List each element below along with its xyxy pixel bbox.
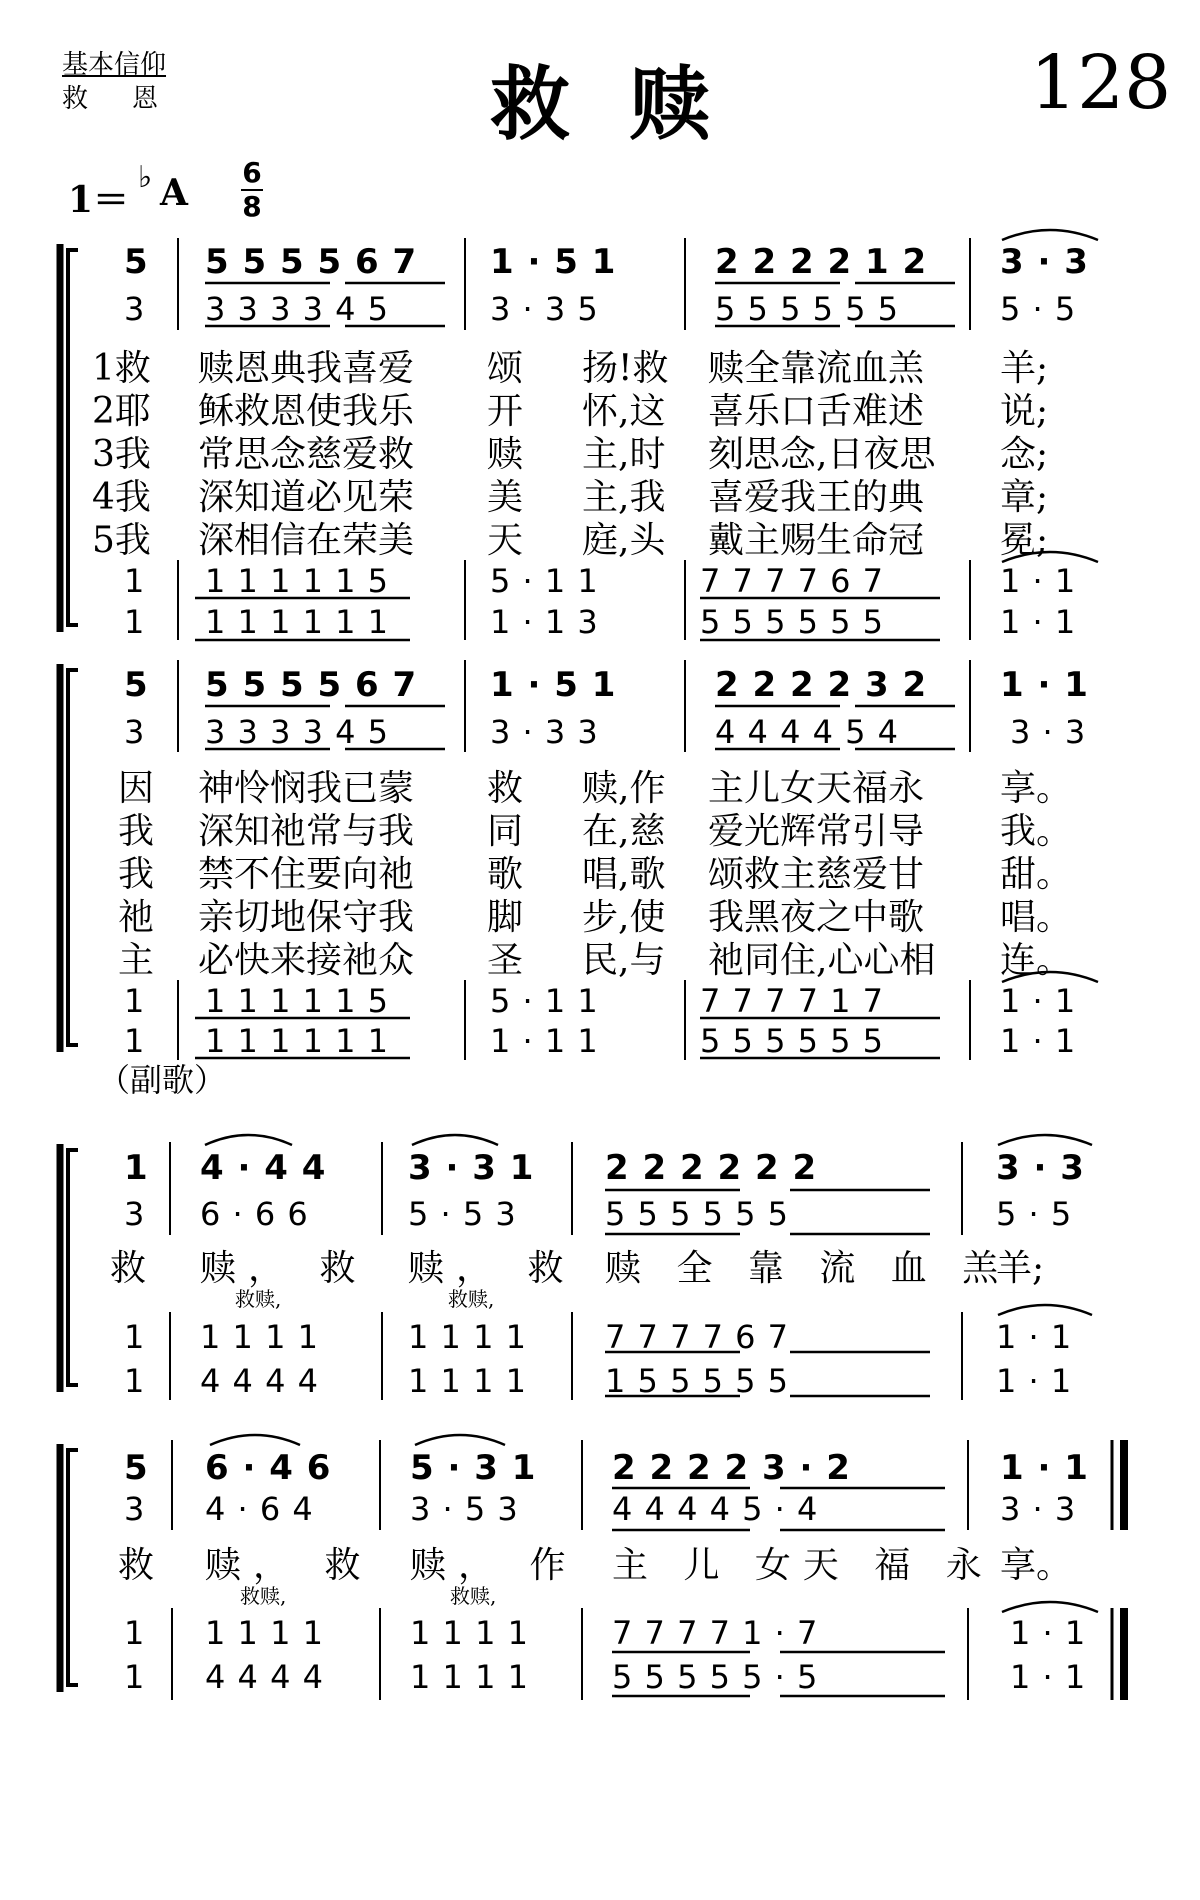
lyric: 颂救主慈爱甘: [708, 854, 925, 895]
tenor-measure: 1 1 1 1 1 5: [205, 982, 390, 1020]
lyric: 天: [487, 520, 524, 561]
bass-measure: 1 · 1: [1000, 603, 1077, 641]
bass-measure: 5 5 5 5 5 5: [700, 1022, 885, 1060]
bracket: [68, 250, 78, 625]
lyric: 赎， 救: [408, 1248, 576, 1289]
alto-measure: 4 4 4 4 5 4: [715, 713, 900, 751]
lyric: 说;: [1000, 391, 1049, 432]
beams: [195, 283, 955, 1696]
tenor-measure: 7 7 7 7 1 7: [700, 982, 885, 1020]
tenor-measure: 7 7 7 7 6 7: [700, 562, 885, 600]
system-brackets: [60, 244, 78, 1692]
tie: [210, 1435, 300, 1445]
melody-measure: 5 5 5 5 6 7: [205, 242, 418, 282]
lyric: 4我: [92, 477, 151, 518]
lyric: 赎 全 靠 流 血 羔: [605, 1248, 1011, 1289]
tenor-measure: 1 · 1: [996, 1318, 1073, 1356]
key-signature-label: 1＝: [68, 179, 130, 221]
category-line-1: 基本信仰: [62, 50, 167, 80]
alto-measure: 3 3 3 3 4 5: [205, 713, 390, 751]
lyric: 赎， 作: [410, 1545, 578, 1586]
bass-measure: 4 4 4 4: [200, 1362, 319, 1400]
alto-measure: 5 · 5: [996, 1195, 1073, 1233]
lyric: 深相信在荣美: [198, 520, 415, 561]
lyric: 歌: [487, 854, 524, 895]
bass-pickup: 1: [124, 1658, 146, 1696]
alto-measure: 5 5 5 5 5 5: [605, 1195, 790, 1233]
melody-measure: 1 · 1: [1000, 665, 1089, 705]
lyric: 章;: [1000, 477, 1049, 518]
bass-pickup: 1: [124, 603, 146, 641]
alto-pickup: 3: [124, 1490, 146, 1528]
alto-measure: 4 · 6 4: [205, 1490, 314, 1528]
melody-measure: 2 2 2 2 2 2: [605, 1148, 818, 1188]
tie: [1002, 552, 1098, 562]
lyric: 连。: [1000, 940, 1073, 981]
tenor-pickup: 1: [124, 1614, 146, 1652]
bass-measure: 1 · 1: [1000, 1022, 1077, 1060]
melody-pickup: 5: [124, 1448, 149, 1488]
alto-measure: 3 · 3 3: [490, 713, 599, 751]
lyric: 祂同住,心心相: [708, 940, 936, 981]
tie: [1002, 230, 1098, 240]
lyric: 羊;: [1000, 348, 1049, 389]
alto-measure: 3 · 3: [1000, 1490, 1077, 1528]
melody-measure: 3 · 3: [996, 1148, 1085, 1188]
lyric: 1救: [92, 348, 151, 389]
tenor-measure: 1 1 1 1: [408, 1318, 527, 1356]
tenor-pickup: 1: [124, 982, 146, 1020]
lyric: 亲切地保守我: [198, 897, 415, 938]
tie: [412, 1135, 498, 1145]
alto-pickup: 3: [124, 290, 146, 328]
bass-measure: 1 1 1 1 1 1: [205, 603, 390, 641]
melody-measure: 3 · 3 1: [408, 1148, 535, 1188]
tie: [998, 1135, 1092, 1145]
lyric: 赎: [487, 434, 524, 475]
lyric: 主: [118, 940, 155, 981]
lyric: 怀,这: [582, 391, 666, 432]
lyric: 冕;: [1000, 520, 1049, 561]
lyric: 念;: [1000, 434, 1049, 475]
tie: [998, 1305, 1092, 1315]
bass-measure: 1 · 1 3: [490, 603, 599, 641]
melody-measure: 6 · 4 6: [205, 1448, 332, 1488]
lyric: 2耶: [92, 391, 151, 432]
alto-measure: 3 · 5 3: [410, 1490, 519, 1528]
lyric: 羊;: [996, 1248, 1045, 1289]
lyric: 主 儿 女天 福 永: [612, 1545, 994, 1586]
tenor-measure: 7 7 7 7 6 7: [605, 1318, 790, 1356]
bracket: [68, 670, 78, 1045]
alto-measure: 5 · 5 3: [408, 1195, 517, 1233]
lyric: 赎， 救: [200, 1248, 368, 1289]
tenor-measure: 1 · 1: [1010, 1614, 1087, 1652]
category-line-2: 救恩: [62, 84, 203, 114]
lyric: 美: [487, 477, 524, 518]
lyric: 我黑夜之中歌: [708, 897, 925, 938]
bass-measure: 1 · 1: [1010, 1658, 1087, 1696]
alto-pickup: 3: [124, 713, 146, 751]
bass-measure: 1 · 1: [996, 1362, 1073, 1400]
lyric: 步,使: [582, 897, 666, 938]
lyric: 救: [118, 1545, 167, 1586]
tenor-measure: 1 1 1 1: [410, 1614, 529, 1652]
alto-measure: 5 · 5: [1000, 290, 1077, 328]
lyric: 深知祂常与我: [198, 811, 415, 852]
lyric: 圣: [487, 940, 524, 981]
lyric: 神怜悯我已蒙: [198, 768, 415, 809]
small-lyric: 救赎,: [448, 1287, 495, 1311]
alto-measure: 3 3 3 3 4 5: [205, 290, 390, 328]
tenor-measure: 1 · 1: [1000, 982, 1077, 1020]
bass-pickup: 1: [124, 1022, 146, 1060]
bracket: [68, 1450, 78, 1685]
melody-pickup: 1: [124, 1148, 149, 1188]
melody-measure: 2 2 2 2 3 · 2: [612, 1448, 851, 1488]
lyric: 喜爱我王的典: [708, 477, 925, 518]
lyric: 唱。: [1000, 897, 1073, 938]
lyric: 必快来接祂众: [198, 940, 415, 981]
lyric: 赎， 救: [205, 1545, 373, 1586]
tenor-measure: 1 1 1 1: [205, 1614, 324, 1652]
melody-measure: 3 · 3: [1000, 242, 1089, 282]
melody-measure: 1 · 5 1: [490, 242, 617, 282]
hymn-number: 128: [1030, 40, 1172, 126]
alto-measure: 3 · 3 5: [490, 290, 599, 328]
tenor-measure: 1 1 1 1: [200, 1318, 319, 1356]
bass-measure: 1 1 1 1 1 1: [205, 1022, 390, 1060]
melody-measure: 2 2 2 2 3 2: [715, 665, 928, 705]
small-lyric: 救赎,: [240, 1584, 287, 1608]
lyric: 赎,作: [582, 768, 666, 809]
lyric: 主,时: [582, 434, 666, 475]
bass-measure: 1 · 1 1: [490, 1022, 599, 1060]
lyric: 主,我: [582, 477, 666, 518]
final-barline: [1112, 1140, 1124, 1700]
lyric: 赎全靠流血羔: [708, 348, 925, 389]
bass-measure: 1 1 1 1: [410, 1658, 529, 1696]
bass-measure: 5 5 5 5 5 5: [700, 603, 885, 641]
lyric: 颂: [487, 348, 524, 389]
tenor-measure: 7 7 7 7 1 · 7: [612, 1614, 819, 1652]
tenor-measure: 5 · 1 1: [490, 982, 599, 1020]
tenor-pickup: 1: [124, 562, 146, 600]
melody-measure: 1 · 5 1: [490, 665, 617, 705]
lyric: 唱,歌: [582, 854, 666, 895]
lyric: 脚: [487, 897, 524, 938]
tie: [1002, 972, 1098, 982]
time-signature-top: 6: [242, 156, 262, 189]
lyric: 禁不住要向祂: [198, 854, 415, 895]
lyric: 扬!救: [582, 348, 669, 389]
lyric: 3我: [92, 434, 151, 475]
lyric: 享。: [1000, 768, 1073, 809]
bass-pickup: 1: [124, 1362, 146, 1400]
tie: [1002, 1602, 1098, 1612]
lyric: 深知道必见荣: [198, 477, 415, 518]
lyric: 5我: [92, 520, 151, 561]
bass-measure: 5 5 5 5 5 · 5: [612, 1658, 819, 1696]
lyric: 爱光辉常引导: [708, 811, 925, 852]
lyric: 常思念慈爱救: [198, 434, 415, 475]
lyric: 开: [487, 391, 524, 432]
tenor-measure: 5 · 1 1: [490, 562, 599, 600]
melody-pickup: 5: [124, 665, 149, 705]
small-lyric: 救赎,: [235, 1287, 282, 1311]
lyric: 我: [118, 854, 155, 895]
tie: [415, 1435, 505, 1445]
lyric: 戴主赐生命冠: [708, 520, 925, 561]
alto-pickup: 3: [124, 1195, 146, 1233]
bracket: [68, 1150, 78, 1385]
hymn-title: 救赎: [490, 57, 770, 151]
alto-measure: 6 · 6 6: [200, 1195, 309, 1233]
lyric: 刻思念,日夜思: [708, 434, 936, 475]
chorus-label: （副歌）: [98, 1061, 227, 1099]
lyric: 主儿女天福永: [708, 768, 925, 809]
tenor-measure: 1 · 1: [1000, 562, 1077, 600]
time-signature-bottom: 8: [242, 190, 262, 223]
lyric: 同: [487, 811, 524, 852]
tenor-pickup: 1: [124, 1318, 146, 1356]
melody-measure: 1 · 1: [1000, 1448, 1089, 1488]
melody-measure: 5 · 3 1: [410, 1448, 537, 1488]
melody-measure: 5 5 5 5 6 7: [205, 665, 418, 705]
tenor-measure: 1 1 1 1 1 5: [205, 562, 390, 600]
melody-pickup: 5: [124, 242, 149, 282]
bass-measure: 4 4 4 4: [205, 1658, 324, 1696]
tie: [205, 1135, 292, 1145]
lyric: 民,与: [582, 940, 666, 981]
lyric: 赎恩典我喜爱: [198, 348, 415, 389]
lyric: 庭,头: [582, 520, 666, 561]
lyric: 甜。: [1000, 854, 1073, 895]
lyric: 我: [118, 811, 155, 852]
barlines: [170, 238, 970, 1700]
lyric: 祂: [118, 897, 155, 938]
flat-sign: ♭: [138, 160, 153, 195]
lyric: 我。: [1000, 811, 1073, 852]
ties: [205, 230, 1098, 1612]
lyric: 救: [487, 768, 524, 809]
lyric: 喜乐口舌难述: [708, 391, 925, 432]
lyric: 享。: [1000, 1545, 1073, 1586]
melody-measure: 4 · 4 4: [200, 1148, 327, 1188]
key-note: A: [160, 172, 188, 214]
lyric: 救: [110, 1248, 159, 1289]
alto-measure: 5 5 5 5 5 5: [715, 290, 900, 328]
alto-measure: 3 · 3: [1010, 713, 1087, 751]
melody-measure: 2 2 2 2 1 2: [715, 242, 928, 282]
bass-measure: 1 1 1 1: [408, 1362, 527, 1400]
lyric: 在,慈: [582, 811, 666, 852]
small-lyric: 救赎,: [450, 1584, 497, 1608]
alto-measure: 4 4 4 4 5 · 4: [612, 1490, 819, 1528]
lyric: 稣救恩使我乐: [198, 391, 415, 432]
bass-measure: 1 5 5 5 5 5: [605, 1362, 790, 1400]
lyric: 因: [118, 768, 155, 809]
